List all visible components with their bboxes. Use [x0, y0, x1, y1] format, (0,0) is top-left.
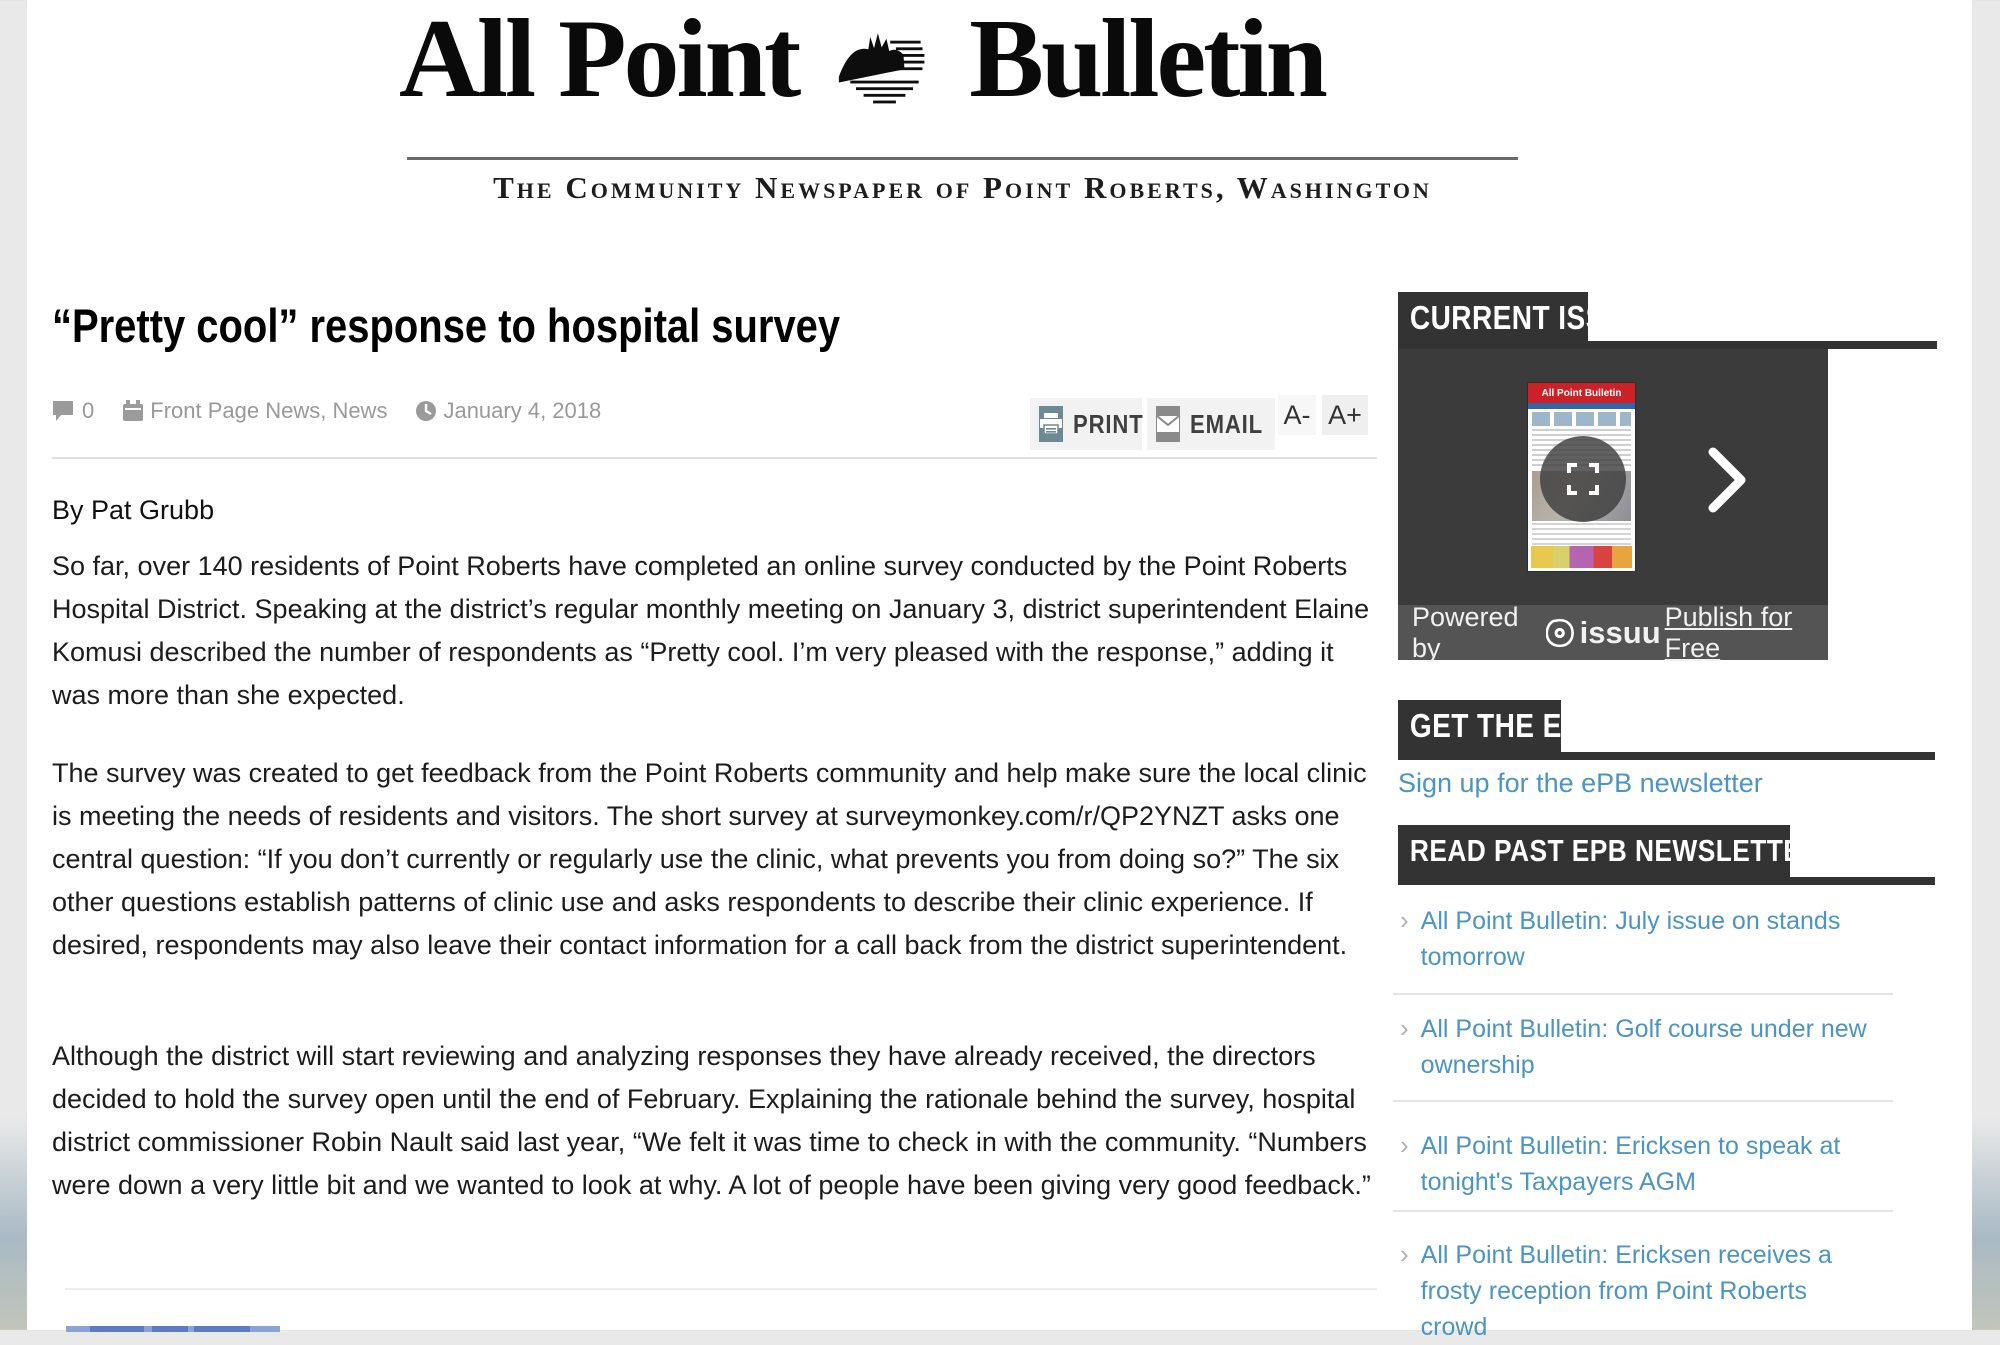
publish-date: January 4, 2018	[443, 398, 602, 423]
issuu-wordmark: issuu	[1579, 614, 1661, 650]
comments-count: 0	[82, 398, 95, 423]
article-title: “Pretty cool” response to hospital survey	[52, 299, 841, 352]
email-button[interactable]	[1147, 398, 1275, 450]
publish-for-free-link[interactable]: Publish for Free	[1664, 601, 1793, 663]
chevron-bullet-icon: ›	[1400, 905, 1409, 935]
epb-signup-link[interactable]: Sign up for the ePB newsletter	[1398, 768, 1763, 798]
newsletter-link[interactable]: All Point Bulletin: Ericksen to speak at tonight's Taxpayers AGM	[1420, 1132, 1841, 1196]
article-paragraph: The survey was created to get feedback from the Point Roberts community and help make sure the local clinic is meeting the needs of residents and visitors. The short survey at surveymonkey.com/r/QP2YNZT asks one central question: “If you don’t currently or regularly use the clinic, what prevents you from doing so?” The six other questions establish patterns of clinic use and asks respondents to describe their clinic experience. If desired, respondents may also leave their contact information for a call back from the district superintendent.	[52, 758, 1367, 960]
newsletter-link[interactable]: All Point Bulletin: Golf course under new ownership	[1420, 1015, 1867, 1079]
cover-subhead-bar	[1528, 403, 1635, 409]
comments-group[interactable]	[52, 398, 94, 424]
share-button[interactable]	[194, 1326, 250, 1332]
chevron-bullet-icon: ›	[1400, 1239, 1409, 1269]
header-divider	[407, 157, 1518, 160]
list-divider	[1393, 993, 1893, 995]
powered-by-label: Powered by	[1412, 601, 1519, 663]
get-epb-header: GET THE EPB:	[1398, 700, 1561, 752]
cover-masthead: All Point Bulletin	[1528, 383, 1635, 403]
categories-group[interactable]	[122, 398, 387, 424]
share-bar-segment	[250, 1326, 280, 1332]
categories-label: Front Page News, News	[150, 398, 388, 423]
list-divider	[1393, 1100, 1893, 1102]
chevron-right-icon	[1705, 446, 1749, 514]
comment-icon	[52, 400, 76, 422]
toolbar-divider	[52, 457, 1377, 459]
fullscreen-brackets-icon	[1567, 463, 1599, 495]
next-page-arrow[interactable]	[1705, 446, 1749, 519]
calendar-icon	[122, 400, 144, 422]
article-paragraph: So far, over 140 residents of Point Roberts have completed an online survey conducted by the Point Roberts Hospital District. Speaking at the district’s regular monthly meeting on January 3, district superintendent Elaine Komusi described the number of respondents as “Pretty cool. I’m very pleased with the response,” adding it was more than she expected.	[52, 551, 1370, 710]
chevron-bullet-icon: ›	[1400, 1013, 1409, 1043]
facebook-like-button[interactable]	[152, 1326, 188, 1332]
newsletter-item[interactable]	[1398, 1128, 1878, 1200]
list-divider	[1393, 1210, 1893, 1212]
past-newsletters-header-bar	[1398, 877, 1935, 885]
past-newsletters-header: READ PAST EPB NEWSLETTERS	[1398, 825, 1790, 877]
cover-text-columns	[1532, 523, 1631, 547]
article-meta	[52, 396, 629, 426]
cover-headline-row	[1532, 412, 1631, 426]
font-larger-button[interactable]: A+	[1322, 395, 1368, 435]
email-label: EMAIL	[1190, 408, 1264, 439]
printer-icon	[1039, 406, 1063, 442]
newsletter-link[interactable]: All Point Bulletin: Ericksen receives a frosty reception from Point Roberts crowd	[1420, 1241, 1832, 1341]
share-bar-segment	[144, 1326, 152, 1332]
site-tagline: The Community Newspaper of Point Roberts, Washington	[493, 170, 1432, 205]
point-emblem-icon	[837, 10, 932, 105]
print-button[interactable]	[1030, 398, 1142, 450]
article-bottom-divider	[65, 1288, 1377, 1290]
article-paragraph: Although the district will start reviewing and analyzing responses they have already received, the directors decided to hold the survey open until the end of February. Explaining the rationale behind the survey, hospital district commissioner Robin Nault said last year, “We felt it was time to check in with the community. “Numbers were down a very little bit and we wanted to look at why. A lot of people have been giving very good feedback.”	[52, 1041, 1371, 1200]
get-epb-header-bar	[1398, 752, 1935, 760]
newsletter-item[interactable]	[1398, 903, 1878, 975]
logo-text-right: Bulletin	[969, 0, 1325, 121]
print-label: PRINT	[1073, 408, 1144, 439]
current-issue-header-bar	[1398, 341, 1937, 349]
newsletter-item[interactable]	[1398, 1011, 1878, 1083]
share-bar-segment[interactable]	[66, 1326, 90, 1332]
byline: By Pat Grubb	[52, 495, 215, 525]
facebook-share-button[interactable]	[90, 1326, 144, 1332]
current-issue-header: CURRENT ISSUE	[1398, 292, 1588, 341]
content-container	[27, 0, 1972, 1341]
newsletter-link[interactable]: All Point Bulletin: July issue on stands tomorrow	[1420, 907, 1841, 971]
site-logo[interactable]	[399, 2, 1599, 122]
date-group	[415, 398, 601, 424]
logo-text-left: All Point	[399, 0, 799, 121]
font-smaller-button[interactable]: A-	[1278, 395, 1316, 435]
issuu-powered-bar	[1398, 601, 1828, 663]
clock-icon	[415, 400, 437, 422]
cover-ad-strip	[1531, 546, 1632, 568]
chevron-bullet-icon: ›	[1400, 1130, 1409, 1160]
fullscreen-overlay-button[interactable]	[1540, 436, 1626, 522]
newsletter-item[interactable]	[1398, 1237, 1878, 1345]
email-icon	[1156, 406, 1180, 442]
issuu-logo-icon	[1546, 617, 1573, 649]
